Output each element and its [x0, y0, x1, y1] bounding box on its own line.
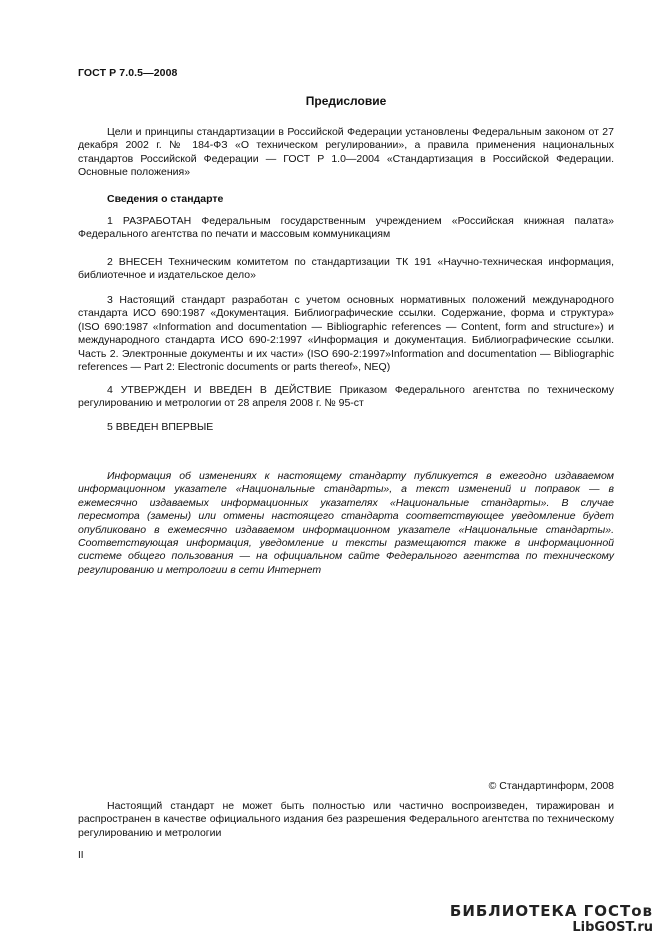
section-heading: Сведения о стандарте: [107, 193, 224, 205]
item-3-paragraph: 3 Настоящий стандарт разработан с учетом основных нормативных положений международного стандарта ИСО 690:1987 «Документация. Библиографические ссылки. Содержание, форма и структура» (ISO 690:1987 «Information and documentation — Bibliographic references — Content, form and structure») и международного стандарта ИСО 690-2:1997 «Информация и документация. Библиографические ссылки. Часть 2. Электронные документы и их части» (ISO 690-2:1997»Information and documentation — Bibliographic references — Part 2: Electronic documents or parts thereof», NEQ): [78, 294, 614, 374]
item-2-paragraph: 2 ВНЕСЕН Техническим комитетом по стандартизации ТК 191 «Научно-техническая информация, библиотечное и издательское дело»: [78, 256, 614, 282]
info-notice-paragraph: Информация об изменениях к настоящему стандарту публикуется в ежегодно издаваемом информационном указателе «Национальные стандарты», а текст изменений и поправок — в ежемесячно издаваемых информационных указателях «Национальные стандарты». В случае пересмотра (замены) или отмены настоящего стандарта соответствующее уведомление будет опубликовано в ежемесячно издаваемом информационном указателе «Национальные стандарты». Соответствующая информация, уведомление и тексты размещаются также в информационной системе общего пользования — на официальном сайте Федерального агентства по техническому регулированию и метрологии в сети Интернет: [78, 470, 614, 576]
watermark-stamp: [450, 902, 653, 935]
item-1-paragraph: 1 РАЗРАБОТАН Федеральным государственным учреждением «Российская книжная палата» Федерального агентства по печати и массовым коммуникациям: [78, 215, 614, 241]
intro-paragraph: Цели и принципы стандартизации в Российской Федерации установлены Федеральным законом от 27 декабря 2002 г. № 184-ФЗ «О техническом регулировании», а правила применения национальных стандартов Российской Федерации — ГОСТ Р 1.0—2004 «Стандартизация в Российской Федерации. Основные положения»: [78, 126, 614, 179]
reproduction-notice-paragraph: Настоящий стандарт не может быть полностью или частично воспроизведен, тиражирован и распространен в качестве официального издания без разрешения Федерального агентства по техническому регулированию и метрологии: [78, 800, 614, 839]
watermark-site: LibGOST.ru: [572, 920, 653, 935]
watermark-title: БИБЛИОТЕКА ГОСТов: [449, 902, 653, 920]
item-5-paragraph: 5 ВВЕДЕН ВПЕРВЫЕ: [107, 421, 214, 433]
standard-code-header: ГОСТ Р 7.0.5—2008: [78, 67, 178, 79]
item-4-paragraph: 4 УТВЕРЖДЕН И ВВЕДЕН В ДЕЙСТВИЕ Приказом Федерального агентства по техническому регулированию и метрологии от 28 апреля 2008 г. № 95-ст: [78, 384, 614, 410]
copyright-line: © Стандартинформ, 2008: [488, 780, 614, 792]
page-title: Предисловие: [305, 94, 387, 108]
page-number: II: [78, 850, 84, 861]
